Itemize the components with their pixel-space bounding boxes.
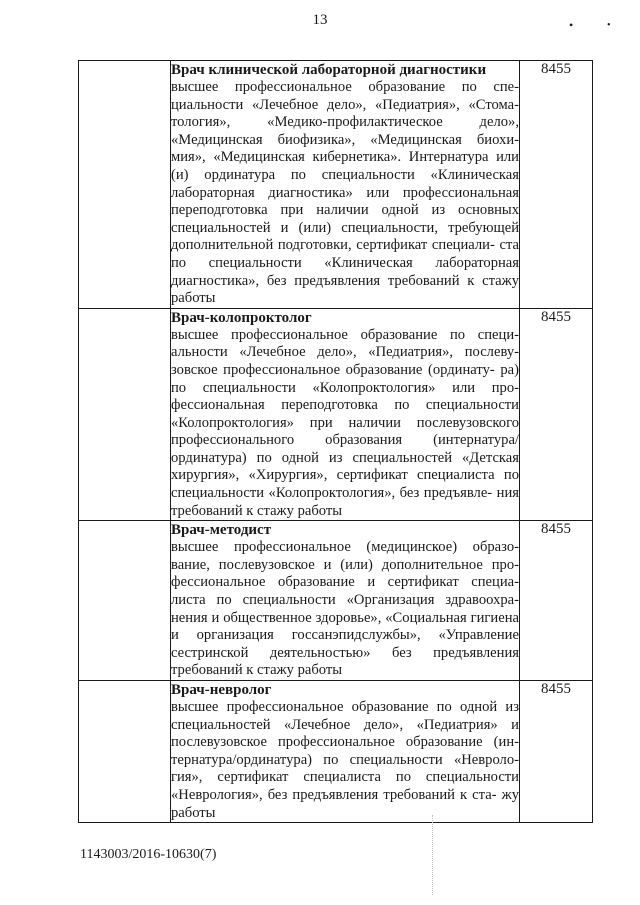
requirements-text-line: хирургия», «Хирургия», сертификат специалиста по: [171, 467, 519, 484]
requirements-text-line: специальности «Колопроктология», без предъявле-: [171, 485, 493, 502]
positions-table: [78, 60, 593, 823]
table-row: [79, 61, 593, 309]
requirements-text-line: циальности «Лечебное дело», «Педиатрия», «Стома-: [171, 96, 519, 113]
requirements-text-line: специальностей «Лечебное дело», «Педиатрия» и: [171, 716, 519, 733]
requirements-text-line: высшее профессиональное образование по одной из: [171, 699, 519, 715]
requirements-text-line: фессиональное образование и сертификат специа-: [171, 574, 519, 591]
requirements-text-line: «Колопроктология» при наличии послевузовского: [171, 414, 519, 431]
requirements-text-line: «Управление сестринской деятельностью» без: [171, 627, 519, 661]
empty-index-cell: [79, 308, 171, 521]
requirements-text-line: ра) по специальности «Колопроктология» или про-: [171, 361, 519, 396]
position-requirements: [171, 327, 519, 521]
requirements-text-line: тология», «Медико-профилактическое дело»,: [171, 114, 519, 131]
positions-table-body: [79, 61, 593, 823]
requirements-text-line: тернатура/ординатура) по специальности «Невроло-: [171, 751, 519, 768]
document-footer-id: 1143003/2016-10630(7): [80, 847, 217, 862]
position-description-cell: [171, 521, 520, 681]
requirements-text-line: высшее профессиональное образование по спе-: [171, 79, 519, 95]
requirements-text-line: жу работы: [171, 786, 519, 821]
position-description-cell: [171, 61, 520, 309]
position-code: 8455: [520, 308, 593, 521]
page-number: 13: [312, 12, 328, 28]
requirements-text-line: профессионального образования (интернатура/: [171, 432, 519, 449]
position-title: Врач клинической лабораторной диагностики: [171, 62, 487, 78]
requirements-text-line: гия», сертификат специалиста по специальности: [171, 769, 519, 786]
table-row: [79, 681, 593, 823]
requirements-text-line: лабораторная диагностика» или профессиональная: [171, 184, 519, 201]
requirements-text-line: «Неврология», без предъявления требований к ста-: [171, 786, 497, 803]
position-requirements: [171, 699, 519, 822]
requirements-text-line: высшее профессиональное образование по специ-: [171, 326, 519, 343]
position-description-cell: [171, 681, 520, 823]
corner-mark: •: [569, 18, 574, 32]
requirements-text-line: «Медицинская биофизика», «Медицинская биохи-: [171, 131, 519, 148]
requirements-text-line: высшее профессиональное (медицинское) образо-: [171, 539, 519, 556]
position-description-cell: [171, 308, 520, 521]
requirements-text-line: вание, послевузовское и (или) дополнительное про-: [171, 556, 519, 573]
empty-index-cell: [79, 521, 171, 681]
requirements-text-line: ния требований к стажу работы: [171, 485, 519, 519]
requirements-text-line: предъявления требований к стажу работы: [171, 644, 519, 679]
requirements-text-line: ста по специальности «Клиническая лабораторная: [171, 237, 519, 271]
requirements-text-line: ординатура) по одной из специальностей «Детская: [171, 449, 519, 466]
position-code: 8455: [520, 681, 593, 823]
table-row: [79, 308, 593, 521]
position-code: 8455: [520, 61, 593, 309]
requirements-text-line: мия», «Медицинская кибернетика». Интернатура: [171, 149, 489, 166]
position-title: Врач-колопроктолог: [171, 309, 312, 326]
position-title: Врач-методист: [171, 522, 272, 539]
empty-index-cell: [79, 681, 171, 823]
requirements-text-line: переподготовка при наличии одной из основных: [171, 202, 519, 219]
table-row: [79, 521, 593, 681]
requirements-text-line: или (и) ординатура по специальности «Клиническая: [171, 149, 519, 183]
requirements-text-line: фессиональная переподготовка по специальности: [171, 397, 519, 414]
requirements-text-line: альности «Лечебное дело», «Педиатрия», послеву-: [171, 344, 519, 361]
position-title: Врач-невролог: [171, 682, 272, 698]
requirements-text-line: гигиена и организация госсанэпидслужбы»,: [171, 609, 519, 644]
requirements-text-line: листа по специальности «Организация здравоохра-: [171, 592, 519, 609]
requirements-text-line: дополнительной подготовки, сертификат специали-: [171, 237, 495, 254]
empty-index-cell: [79, 61, 171, 309]
requirements-text-line: работы: [171, 290, 216, 307]
scan-artifact-dots: [432, 815, 434, 895]
requirements-text-line: зовское профессиональное образование (ординату-: [171, 361, 495, 378]
position-requirements: [171, 539, 519, 680]
requirements-text-line: нения и общественное здоровье», «Социальная: [171, 609, 467, 626]
requirements-text-line: специальностей и (или) специальности, требующей: [171, 219, 519, 236]
corner-mark: •: [607, 20, 611, 31]
requirements-text-line: диагностика», без предъявления требований к стажу: [171, 272, 519, 289]
position-code: 8455: [520, 521, 593, 681]
position-requirements: [171, 79, 519, 308]
requirements-text-line: послевузовское профессиональное образование (ин-: [171, 734, 519, 751]
